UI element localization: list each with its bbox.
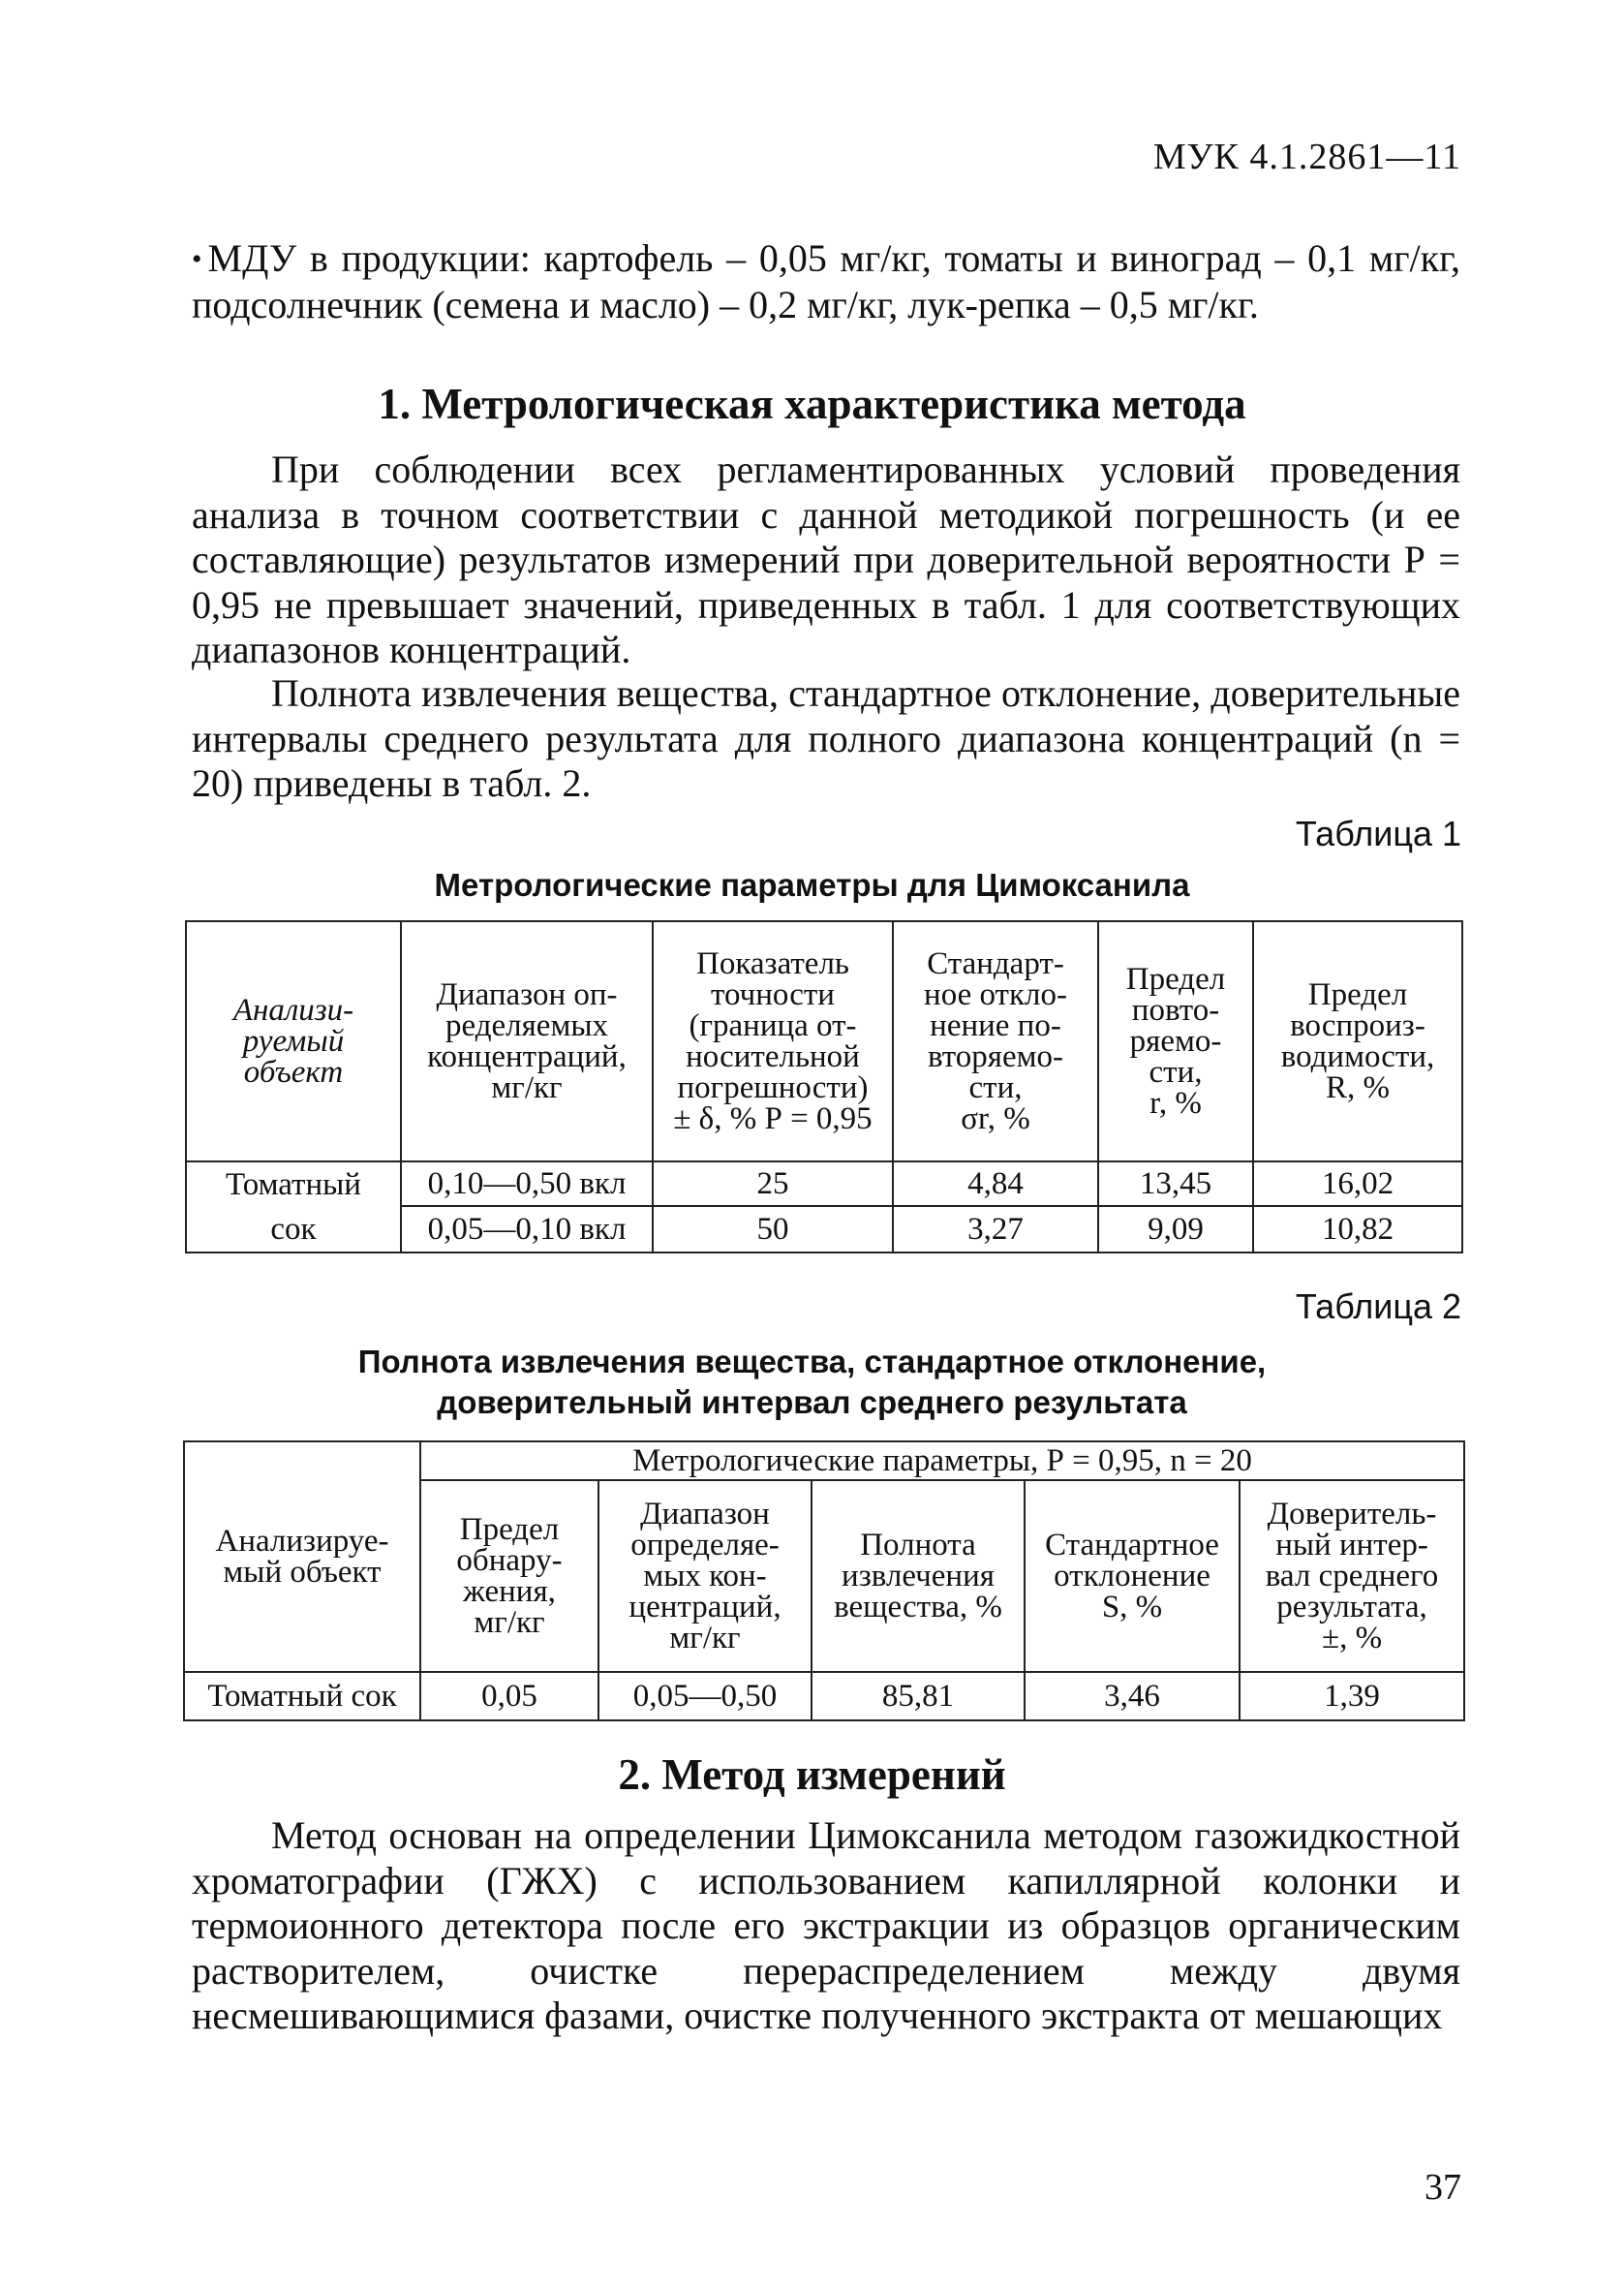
section-2-paragraph: Метод основан на определении Цимоксанила методом газожидкостной хроматографии (ГЖХ) с использованием капиллярной колонки и термоионного детектора после его экстракции из образцов органическим растворителем, очистке перераспределением между двумя несмешивающимися фазами, очистке полученного экстракта от мешающих [192, 1813, 1460, 2037]
section-1-paragraph-2: Полнота извлечения вещества, стандартное отклонение, доверительные интервалы среднего результата для полного диапазона концентраций (n = 20) приведены в табл. 2. [192, 671, 1460, 805]
table-cell: 0,05 [420, 1672, 598, 1720]
table-2-caption [0, 1342, 1624, 1423]
table-2 [183, 1440, 1465, 1721]
table-cell: 0,10—0,50 вкл [401, 1161, 653, 1206]
table-1-header-cell: Предел воспроиз- водимости, R, % [1253, 921, 1462, 1161]
table-2-caption-line: Полнота извлечения вещества, стандартное отклонение, [357, 1344, 1267, 1379]
intro-bullet-paragraph [192, 236, 1460, 327]
table-2-header-cell: Предел обнару- жения, мг/кг [420, 1480, 598, 1672]
table-cell: 3,46 [1025, 1672, 1240, 1720]
table-1-header-cell: Анализи- руемый объект [186, 921, 401, 1161]
table-2-header-cell: Полнота извлечения вещества, % [812, 1480, 1025, 1672]
table-2-header-cell: Стандартное отклонение S, % [1025, 1480, 1240, 1672]
bullet-icon: • [192, 243, 202, 275]
table-2-header-cell: Доверитель- ный интер- вал среднего результата, ±, % [1240, 1480, 1464, 1672]
table-2-label: Таблица 2 [1295, 1286, 1461, 1326]
table-1-label: Таблица 1 [1295, 814, 1461, 853]
table-cell: 4,84 [893, 1161, 1098, 1206]
table-cell: Томатный сок [184, 1672, 420, 1720]
table-2-group-header: Метрологические параметры, Р = 0,95, n = 20 [420, 1441, 1464, 1480]
table-cell: 25 [653, 1161, 893, 1206]
table-2-object-header: Анализируе- мый объект [184, 1441, 420, 1672]
table-cell: 0,05—0,10 вкл [401, 1206, 653, 1253]
table-cell: 13,45 [1098, 1161, 1253, 1206]
table-1-object-cell: Томатный [186, 1161, 401, 1206]
table-1-header-cell: Диапазон оп- ределяемых концентраций, мг/кг [401, 921, 653, 1161]
table-1-header-cell: Предел повто- ряемо- сти, r, % [1098, 921, 1253, 1161]
table-row [184, 1672, 1464, 1720]
table-cell: 16,02 [1253, 1161, 1462, 1206]
table-cell: 85,81 [812, 1672, 1025, 1720]
table-cell: 1,39 [1240, 1672, 1464, 1720]
table-1-header-cell: Показатель точности (граница от- носительной погрешности) ± δ, % Р = 0,95 [653, 921, 893, 1161]
table-cell: 3,27 [893, 1206, 1098, 1253]
intro-text: МДУ в продукции: картофель – 0,05 мг/кг, томаты и виноград – 0,1 мг/кг, подсолнечник (семена и масло) – 0,2 мг/кг, лук-репка – 0,5 мг/кг. [192, 236, 1460, 326]
table-cell: 9,09 [1098, 1206, 1253, 1253]
section-1-paragraph-1: При соблюдении всех регламентированных условий проведения анализа в точном соответствии с данной методикой погрешность (и ее составляющие) результатов измерений при доверительной вероятности Р = 0,95 не превышает значений, приведенных в табл. 1 для соответствующих диапазонов концентраций. [192, 448, 1460, 671]
page-number: 37 [1425, 2167, 1461, 2208]
table-row [186, 1206, 1462, 1253]
table-2-header-cell: Диапазон определяе- мых кон- центраций, мг/кг [598, 1480, 812, 1672]
table-2-group-header-row [184, 1441, 1464, 1480]
section-2-title: 2. Метод измерений [618, 1750, 1006, 1799]
table-1-object-cell: сок [186, 1206, 401, 1253]
table-2-caption-line: доверительный интервал среднего результата [437, 1384, 1187, 1420]
table-cell: 10,82 [1253, 1206, 1462, 1253]
table-1-header-cell: Стандарт- ное откло- нение по- вторяемо- сти, σr, % [893, 921, 1098, 1161]
table-cell: 0,05—0,50 [598, 1672, 812, 1720]
table-1 [185, 920, 1463, 1253]
table-cell: 50 [653, 1206, 893, 1253]
table-1-header-row [186, 921, 1462, 1161]
table-row [186, 1161, 1462, 1206]
document-code: МУК 4.1.2861—11 [1152, 137, 1461, 177]
table-1-caption: Метрологические параметры для Цимоксанила [434, 867, 1190, 903]
section-1-title: 1. Метрологическая характеристика метода [378, 380, 1246, 428]
